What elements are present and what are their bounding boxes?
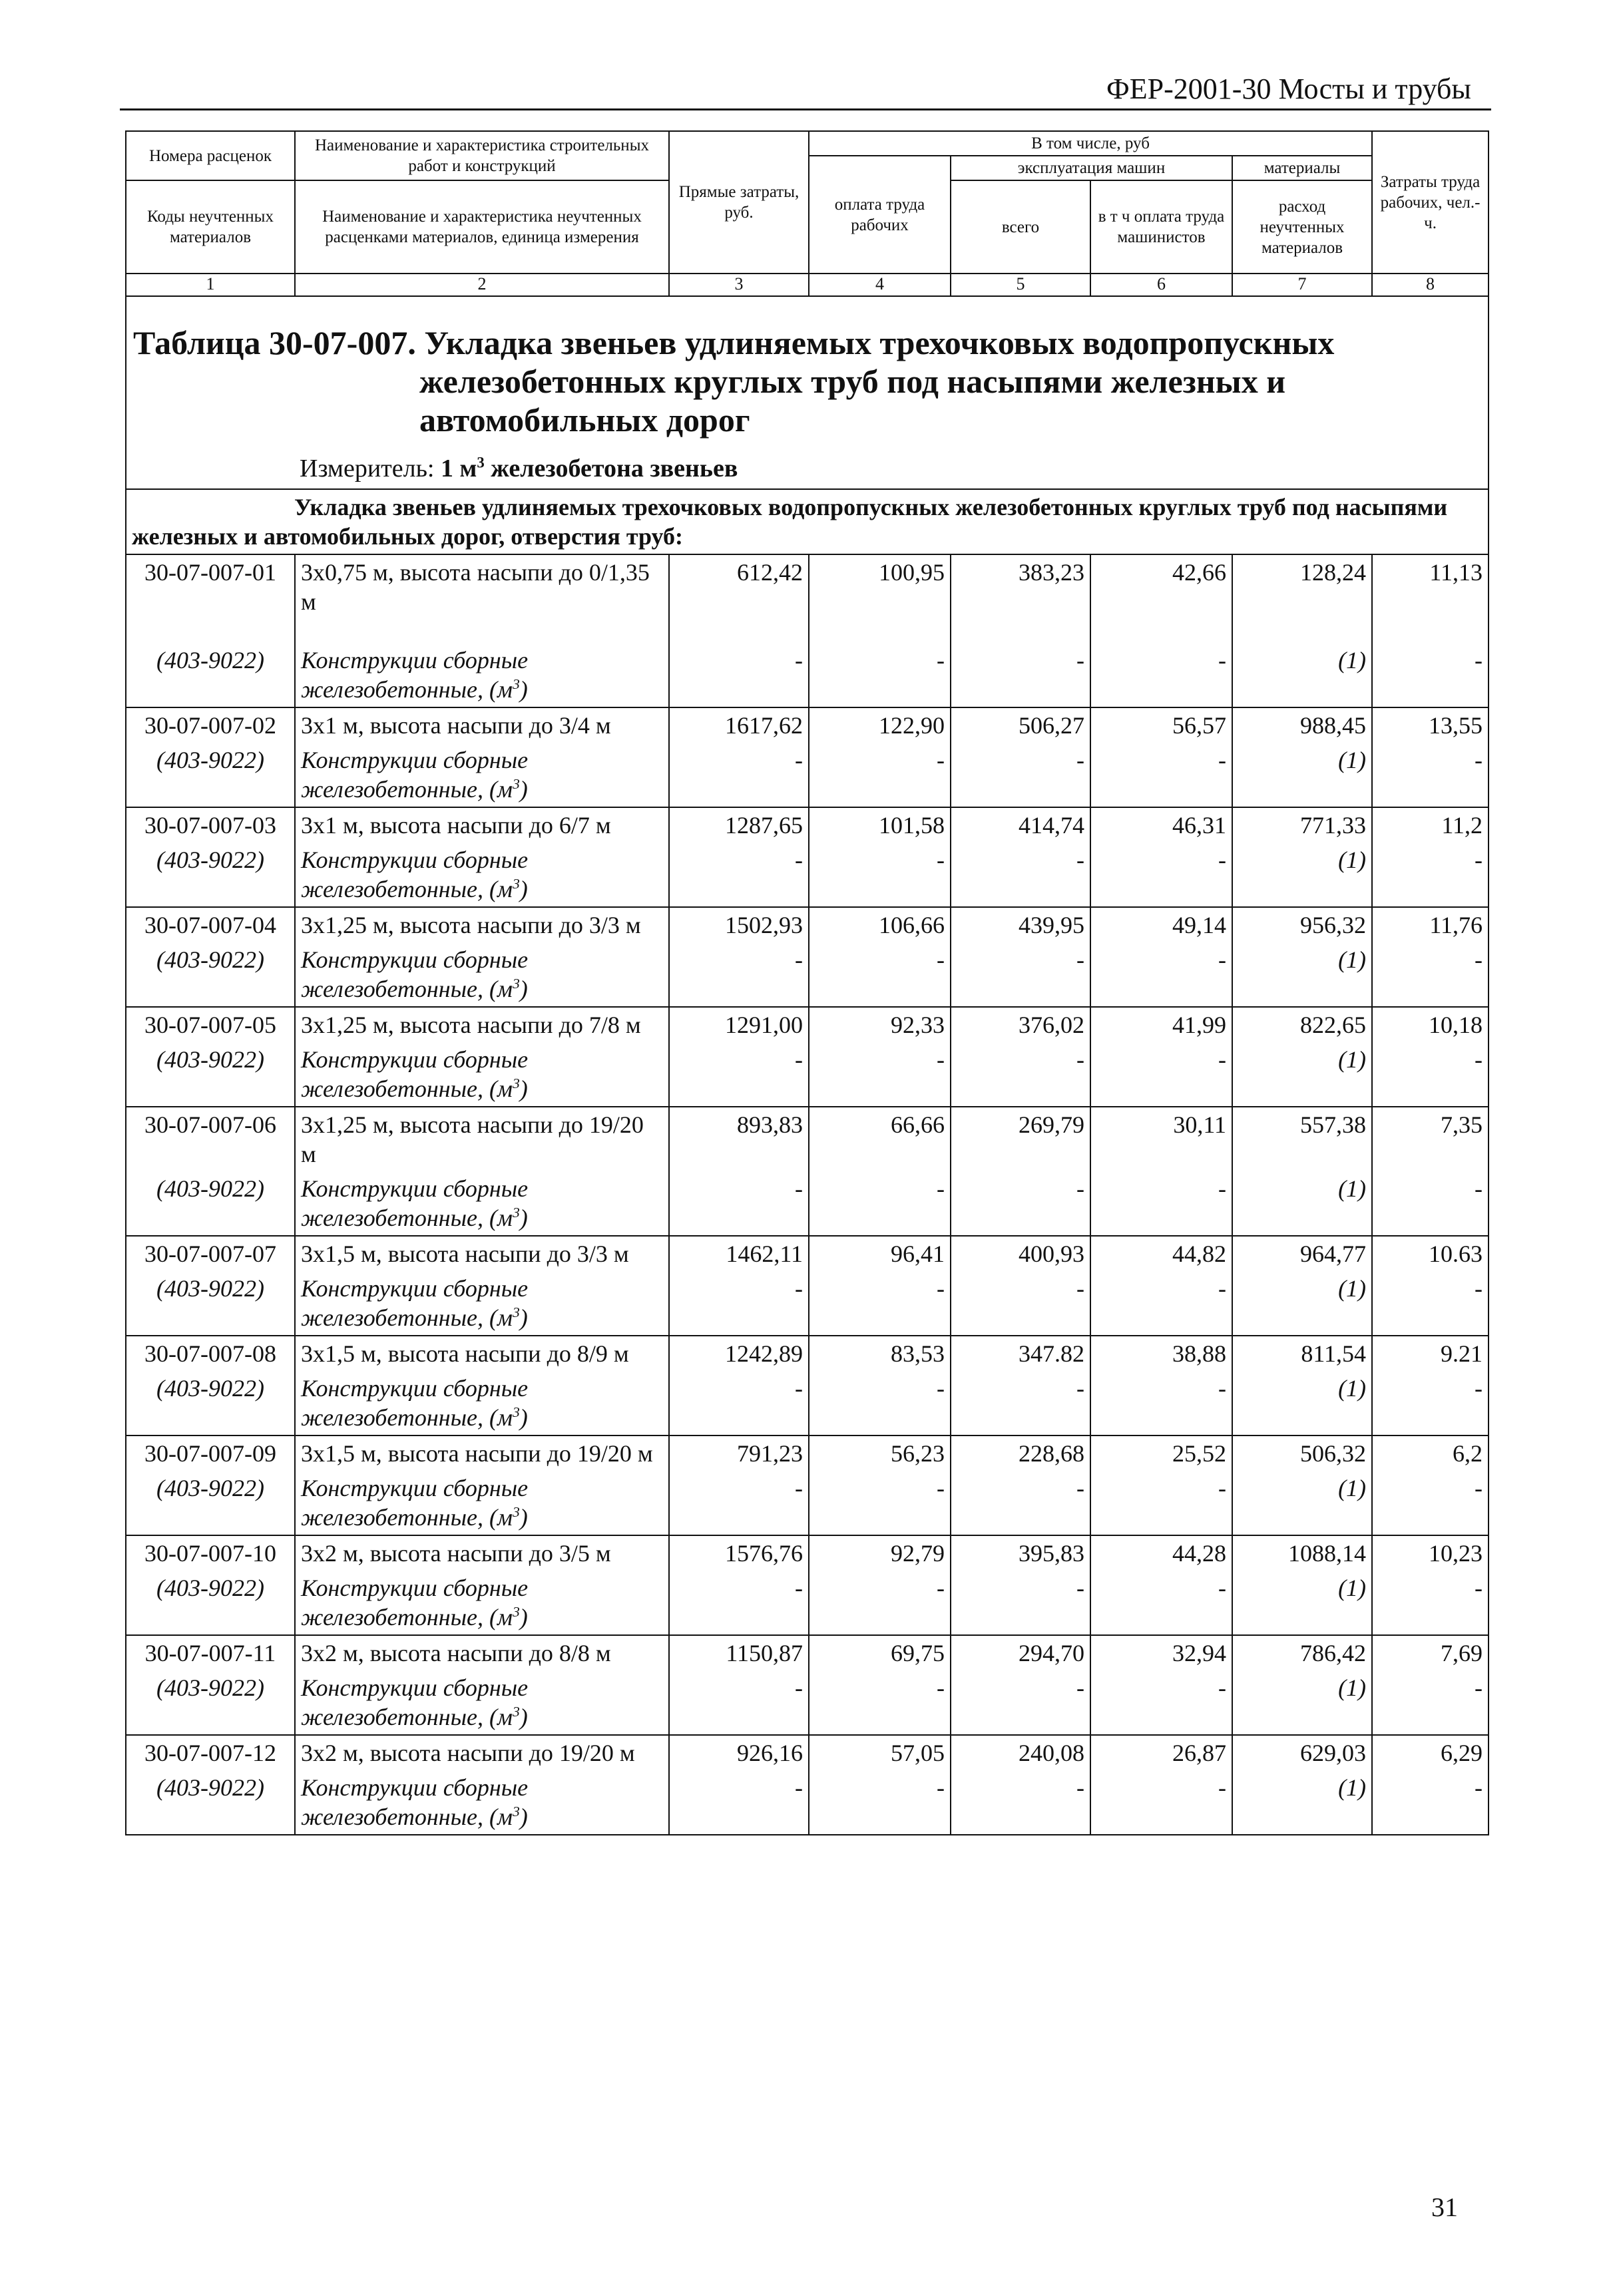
operators-pay: 26,87 xyxy=(1090,1735,1232,1770)
labor-pay: 57,05 xyxy=(809,1735,951,1770)
hdr-machines-total: всего xyxy=(951,180,1090,274)
materials-cost: 506,32 xyxy=(1232,1435,1372,1471)
material-machines: - xyxy=(951,1571,1090,1635)
rate-code: 30-07-007-01 xyxy=(126,554,295,643)
machines-total: 414,74 xyxy=(951,807,1090,843)
material-name xyxy=(295,1371,669,1435)
hdr-index: 5 xyxy=(951,274,1090,296)
rate-row xyxy=(126,1635,1489,1670)
material-code: (403-9022) xyxy=(126,743,295,807)
material-code: (403-9022) xyxy=(126,942,295,1007)
machines-total: 376,02 xyxy=(951,1007,1090,1042)
materials-cost: 822,65 xyxy=(1232,1007,1372,1042)
material-qty: (1) xyxy=(1232,942,1372,1007)
rate-row xyxy=(126,1236,1489,1271)
operators-pay: 32,94 xyxy=(1090,1635,1232,1670)
rate-row xyxy=(126,1007,1489,1042)
material-hours: - xyxy=(1372,1571,1489,1635)
material-labor: - xyxy=(809,1271,951,1336)
labor-pay: 56,23 xyxy=(809,1435,951,1471)
header-row-1 xyxy=(126,131,1489,156)
material-qty: (1) xyxy=(1232,643,1372,707)
machines-total: 269,79 xyxy=(951,1107,1090,1171)
hdr-labor-hours: Затраты труда рабочих, чел.-ч. xyxy=(1372,131,1489,274)
material-operators: - xyxy=(1090,942,1232,1007)
rate-row xyxy=(126,554,1489,643)
material-row xyxy=(126,1271,1489,1336)
material-unit-sup: 3 xyxy=(512,1704,520,1720)
hdr-index: 1 xyxy=(126,274,295,296)
rate-code: 30-07-007-09 xyxy=(126,1435,295,1471)
material-row xyxy=(126,1371,1489,1435)
material-row xyxy=(126,843,1489,907)
labor-pay: 122,90 xyxy=(809,707,951,743)
labor-hours: 11,76 xyxy=(1372,907,1489,942)
rate-row xyxy=(126,1107,1489,1171)
hdr-index: 6 xyxy=(1090,274,1232,296)
materials-cost: 811,54 xyxy=(1232,1336,1372,1371)
direct-costs: 612,42 xyxy=(669,554,809,643)
hdr-index: 8 xyxy=(1372,274,1489,296)
materials-cost: 557,38 xyxy=(1232,1107,1372,1171)
material-code: (403-9022) xyxy=(126,1042,295,1107)
operators-pay: 42,66 xyxy=(1090,554,1232,643)
material-name-text: Конструкции сборные железобетонные, (м xyxy=(301,1375,529,1431)
material-qty: (1) xyxy=(1232,1471,1372,1535)
material-operators: - xyxy=(1090,1371,1232,1435)
labor-hours: 13,55 xyxy=(1372,707,1489,743)
material-machines: - xyxy=(951,743,1090,807)
material-code: (403-9022) xyxy=(126,843,295,907)
material-unit-close: ) xyxy=(519,1404,528,1431)
machines-total: 228,68 xyxy=(951,1435,1090,1471)
material-code: (403-9022) xyxy=(126,1770,295,1835)
operators-pay: 25,52 xyxy=(1090,1435,1232,1471)
rate-code: 30-07-007-11 xyxy=(126,1635,295,1670)
material-direct: - xyxy=(669,1571,809,1635)
labor-hours: 10.63 xyxy=(1372,1236,1489,1271)
rate-code: 30-07-007-05 xyxy=(126,1007,295,1042)
operators-pay: 38,88 xyxy=(1090,1336,1232,1371)
material-labor: - xyxy=(809,643,951,707)
rate-name: 3х2 м, высота насыпи до 19/20 м xyxy=(295,1735,669,1770)
operators-pay: 30,11 xyxy=(1090,1107,1232,1171)
material-labor: - xyxy=(809,1371,951,1435)
hdr-machines: эксплуатация машин xyxy=(951,156,1232,180)
machines-total: 294,70 xyxy=(951,1635,1090,1670)
material-name-text: Конструкции сборные железобетонные, (м xyxy=(301,1475,529,1531)
material-machines: - xyxy=(951,1471,1090,1535)
material-hours: - xyxy=(1372,843,1489,907)
rate-name: 3х1,5 м, высота насыпи до 19/20 м xyxy=(295,1435,669,1471)
labor-pay: 83,53 xyxy=(809,1336,951,1371)
material-labor: - xyxy=(809,1571,951,1635)
rate-name: 3х1 м, высота насыпи до 6/7 м xyxy=(295,807,669,843)
direct-costs: 1287,65 xyxy=(669,807,809,843)
material-name xyxy=(295,1571,669,1635)
material-qty: (1) xyxy=(1232,1670,1372,1735)
hdr-labor-pay: оплата труда рабочих xyxy=(809,156,951,274)
material-row xyxy=(126,1471,1489,1535)
section-row xyxy=(126,489,1489,554)
material-hours: - xyxy=(1372,1371,1489,1435)
material-hours: - xyxy=(1372,1271,1489,1336)
material-operators: - xyxy=(1090,1670,1232,1735)
material-row xyxy=(126,1171,1489,1236)
rate-row xyxy=(126,1535,1489,1571)
material-code: (403-9022) xyxy=(126,1371,295,1435)
machines-total: 347.82 xyxy=(951,1336,1090,1371)
material-labor: - xyxy=(809,942,951,1007)
material-labor: - xyxy=(809,1171,951,1236)
rate-row xyxy=(126,807,1489,843)
material-machines: - xyxy=(951,1371,1090,1435)
labor-pay: 100,95 xyxy=(809,554,951,643)
material-hours: - xyxy=(1372,1670,1489,1735)
material-code: (403-9022) xyxy=(126,1471,295,1535)
material-row xyxy=(126,743,1489,807)
rate-code: 30-07-007-02 xyxy=(126,707,295,743)
material-direct: - xyxy=(669,1271,809,1336)
material-unit-sup: 3 xyxy=(512,1075,520,1091)
material-operators: - xyxy=(1090,1171,1232,1236)
material-hours: - xyxy=(1372,1171,1489,1236)
direct-costs: 1576,76 xyxy=(669,1535,809,1571)
rate-row xyxy=(126,1435,1489,1471)
material-row xyxy=(126,942,1489,1007)
labor-hours: 6,29 xyxy=(1372,1735,1489,1770)
material-direct: - xyxy=(669,1471,809,1535)
material-name xyxy=(295,942,669,1007)
table-title xyxy=(133,323,1481,439)
material-unit-close: ) xyxy=(519,1804,528,1830)
material-row xyxy=(126,1770,1489,1835)
hdr-index: 2 xyxy=(295,274,669,296)
material-qty: (1) xyxy=(1232,843,1372,907)
material-code: (403-9022) xyxy=(126,1171,295,1236)
material-unit-close: ) xyxy=(519,1704,528,1730)
labor-hours: 11,2 xyxy=(1372,807,1489,843)
rate-name: 3х1,5 м, высота насыпи до 3/3 м xyxy=(295,1236,669,1271)
table-title-line: автомобильных дорог xyxy=(419,401,750,439)
operators-pay: 56,57 xyxy=(1090,707,1232,743)
materials-cost: 771,33 xyxy=(1232,807,1372,843)
material-code: (403-9022) xyxy=(126,1670,295,1735)
hdr-direct-costs: Прямые затраты, руб. xyxy=(669,131,809,274)
machines-total: 439,95 xyxy=(951,907,1090,942)
material-name xyxy=(295,1171,669,1236)
page-number: 31 xyxy=(1431,2192,1458,2222)
material-hours: - xyxy=(1372,942,1489,1007)
direct-costs: 893,83 xyxy=(669,1107,809,1171)
material-unit-sup: 3 xyxy=(512,1804,520,1819)
material-operators: - xyxy=(1090,1271,1232,1336)
labor-hours: 9.21 xyxy=(1372,1336,1489,1371)
material-name xyxy=(295,1471,669,1535)
material-unit-close: ) xyxy=(519,1504,528,1531)
hdr-including: В том числе, руб xyxy=(809,131,1372,156)
material-labor: - xyxy=(809,843,951,907)
hdr-operators-pay: в т ч оплата труда машинистов xyxy=(1090,180,1232,274)
material-unit-close: ) xyxy=(519,1304,528,1331)
material-name-text: Конструкции сборные железобетонные, (м xyxy=(301,1275,529,1331)
material-labor: - xyxy=(809,1042,951,1107)
materials-cost: 956,32 xyxy=(1232,907,1372,942)
material-labor: - xyxy=(809,743,951,807)
material-qty: (1) xyxy=(1232,1371,1372,1435)
machines-total: 506,27 xyxy=(951,707,1090,743)
hdr-materials: материалы xyxy=(1232,156,1372,180)
material-name-text: Конструкции сборные железобетонные, (м xyxy=(301,1175,529,1231)
material-name xyxy=(295,1271,669,1336)
machines-total: 383,23 xyxy=(951,554,1090,643)
material-direct: - xyxy=(669,643,809,707)
material-name xyxy=(295,1042,669,1107)
material-hours: - xyxy=(1372,743,1489,807)
material-name xyxy=(295,1770,669,1835)
material-direct: - xyxy=(669,1670,809,1735)
material-hours: - xyxy=(1372,643,1489,707)
operators-pay: 44,28 xyxy=(1090,1535,1232,1571)
material-unit-sup: 3 xyxy=(512,1604,520,1620)
material-machines: - xyxy=(951,1271,1090,1336)
operators-pay: 44,82 xyxy=(1090,1236,1232,1271)
rate-name: 3х2 м, высота насыпи до 3/5 м xyxy=(295,1535,669,1571)
labor-pay: 96,41 xyxy=(809,1236,951,1271)
material-unit-close: ) xyxy=(519,976,528,1002)
rate-row xyxy=(126,707,1489,743)
material-name-text: Конструкции сборные железобетонные, (м xyxy=(301,1046,529,1102)
rate-name: 3х1,25 м, высота насыпи до 7/8 м xyxy=(295,1007,669,1042)
material-operators: - xyxy=(1090,1571,1232,1635)
material-name-text: Конструкции сборные железобетонные, (м xyxy=(301,1674,529,1730)
materials-cost: 988,45 xyxy=(1232,707,1372,743)
material-direct: - xyxy=(669,1770,809,1835)
rate-name: 3х1,25 м, высота насыпи до 3/3 м xyxy=(295,907,669,942)
material-unit-close: ) xyxy=(519,876,528,902)
meter-sup: 3 xyxy=(477,454,485,471)
labor-hours: 6,2 xyxy=(1372,1435,1489,1471)
rate-row xyxy=(126,1735,1489,1770)
material-qty: (1) xyxy=(1232,1770,1372,1835)
material-qty: (1) xyxy=(1232,1571,1372,1635)
hdr-material-name: Наименование и характеристика неучтенных расценками материалов, единица измерения xyxy=(295,180,669,274)
rate-row xyxy=(126,907,1489,942)
material-row xyxy=(126,1571,1489,1635)
material-unit-close: ) xyxy=(519,1604,528,1630)
labor-hours: 10,18 xyxy=(1372,1007,1489,1042)
rate-code: 30-07-007-07 xyxy=(126,1236,295,1271)
material-operators: - xyxy=(1090,843,1232,907)
rate-code: 30-07-007-03 xyxy=(126,807,295,843)
materials-cost: 786,42 xyxy=(1232,1635,1372,1670)
rate-name: 3х1,5 м, высота насыпи до 8/9 м xyxy=(295,1336,669,1371)
material-name-text: Конструкции сборные железобетонные, (м xyxy=(301,1774,529,1830)
hdr-materials-qty: расход неучтенных материалов xyxy=(1232,180,1372,274)
material-labor: - xyxy=(809,1670,951,1735)
material-unit-sup: 3 xyxy=(512,876,520,892)
material-unit-sup: 3 xyxy=(512,1404,520,1420)
labor-pay: 101,58 xyxy=(809,807,951,843)
material-qty: (1) xyxy=(1232,743,1372,807)
labor-hours: 7,69 xyxy=(1372,1635,1489,1670)
hdr-index: 7 xyxy=(1232,274,1372,296)
rate-code: 30-07-007-08 xyxy=(126,1336,295,1371)
rate-code: 30-07-007-12 xyxy=(126,1735,295,1770)
material-labor: - xyxy=(809,1471,951,1535)
material-row xyxy=(126,643,1489,707)
material-unit-sup: 3 xyxy=(512,1205,520,1221)
materials-cost: 629,03 xyxy=(1232,1735,1372,1770)
material-direct: - xyxy=(669,1371,809,1435)
material-name-text: Конструкции сборные железобетонные, (м xyxy=(301,747,529,803)
machines-total: 240,08 xyxy=(951,1735,1090,1770)
table-meter xyxy=(133,454,1481,483)
material-qty: (1) xyxy=(1232,1171,1372,1236)
labor-pay: 92,33 xyxy=(809,1007,951,1042)
material-unit-close: ) xyxy=(519,1075,528,1102)
material-row xyxy=(126,1042,1489,1107)
direct-costs: 1617,62 xyxy=(669,707,809,743)
hdr-material-codes: Коды неучтенных материалов xyxy=(126,180,295,274)
material-operators: - xyxy=(1090,643,1232,707)
material-operators: - xyxy=(1090,1770,1232,1835)
material-unit-sup: 3 xyxy=(512,1504,520,1520)
hdr-index: 4 xyxy=(809,274,951,296)
rate-row xyxy=(126,1336,1489,1371)
hdr-work-name: Наименование и характеристика строительных работ и конструкций xyxy=(295,131,669,180)
material-machines: - xyxy=(951,1770,1090,1835)
material-operators: - xyxy=(1090,743,1232,807)
operators-pay: 41,99 xyxy=(1090,1007,1232,1042)
material-direct: - xyxy=(669,1171,809,1236)
table-title-cell xyxy=(126,296,1489,489)
material-unit-sup: 3 xyxy=(512,776,520,792)
page-header-text: ФЕР-2001-30 Мосты и трубы xyxy=(1106,73,1471,105)
direct-costs: 1150,87 xyxy=(669,1635,809,1670)
material-code: (403-9022) xyxy=(126,643,295,707)
direct-costs: 1291,00 xyxy=(669,1007,809,1042)
material-code: (403-9022) xyxy=(126,1571,295,1635)
material-row xyxy=(126,1670,1489,1735)
header-index-row xyxy=(126,274,1489,296)
operators-pay: 49,14 xyxy=(1090,907,1232,942)
material-operators: - xyxy=(1090,1471,1232,1535)
labor-hours: 10,23 xyxy=(1372,1535,1489,1571)
rate-code: 30-07-007-10 xyxy=(126,1535,295,1571)
rate-name: 3х0,75 м, высота насыпи до 0/1,35 м xyxy=(295,554,669,643)
material-name-text: Конструкции сборные железобетонные, (м xyxy=(301,946,529,1002)
material-machines: - xyxy=(951,1042,1090,1107)
material-name xyxy=(295,643,669,707)
material-unit-close: ) xyxy=(519,1205,528,1231)
material-machines: - xyxy=(951,1171,1090,1236)
material-direct: - xyxy=(669,743,809,807)
table-title-row xyxy=(126,296,1489,489)
meter-value: 1 м xyxy=(441,455,477,482)
material-qty: (1) xyxy=(1232,1271,1372,1336)
material-name-text: Конструкции сборные железобетонные, (м xyxy=(301,647,529,703)
page-header xyxy=(120,70,1491,110)
material-code: (403-9022) xyxy=(126,1271,295,1336)
rate-name: 3х1 м, высота насыпи до 3/4 м xyxy=(295,707,669,743)
material-name-text: Конструкции сборные железобетонные, (м xyxy=(301,847,529,902)
meter-label: Измеритель: xyxy=(300,455,441,482)
direct-costs: 1462,11 xyxy=(669,1236,809,1271)
materials-cost: 1088,14 xyxy=(1232,1535,1372,1571)
material-name xyxy=(295,1670,669,1735)
material-hours: - xyxy=(1372,1471,1489,1535)
machines-total: 400,93 xyxy=(951,1236,1090,1271)
material-machines: - xyxy=(951,1670,1090,1735)
material-direct: - xyxy=(669,942,809,1007)
hdr-index: 3 xyxy=(669,274,809,296)
operators-pay: 46,31 xyxy=(1090,807,1232,843)
table-title-line: Таблица 30-07-007. Укладка звеньев удлиняемых трехочковых водопропускных xyxy=(133,324,1335,361)
material-name xyxy=(295,743,669,807)
direct-costs: 791,23 xyxy=(669,1435,809,1471)
meter-rest: железобетона звеньев xyxy=(484,455,738,482)
direct-costs: 1502,93 xyxy=(669,907,809,942)
section-title: Укладка звеньев удлиняемых трехочковых водопропускных железобетонных круглых труб под насыпями железных и автомобильных дорог, отверстия труб: xyxy=(126,489,1489,554)
material-operators: - xyxy=(1090,1042,1232,1107)
material-unit-close: ) xyxy=(519,676,528,703)
machines-total: 395,83 xyxy=(951,1535,1090,1571)
material-hours: - xyxy=(1372,1770,1489,1835)
material-direct: - xyxy=(669,843,809,907)
table-title-line: железобетонных круглых труб под насыпями железных и xyxy=(419,363,1286,400)
material-machines: - xyxy=(951,843,1090,907)
labor-hours: 11,13 xyxy=(1372,554,1489,643)
rates-table xyxy=(125,130,1489,1835)
material-unit-sup: 3 xyxy=(512,676,520,692)
labor-pay: 66,66 xyxy=(809,1107,951,1171)
rate-code: 30-07-007-06 xyxy=(126,1107,295,1171)
material-machines: - xyxy=(951,942,1090,1007)
labor-pay: 69,75 xyxy=(809,1635,951,1670)
material-machines: - xyxy=(951,643,1090,707)
labor-pay: 92,79 xyxy=(809,1535,951,1571)
material-unit-sup: 3 xyxy=(512,976,520,992)
labor-hours: 7,35 xyxy=(1372,1107,1489,1171)
materials-cost: 128,24 xyxy=(1232,554,1372,643)
material-qty: (1) xyxy=(1232,1042,1372,1107)
material-hours: - xyxy=(1372,1042,1489,1107)
labor-pay: 106,66 xyxy=(809,907,951,942)
material-unit-sup: 3 xyxy=(512,1304,520,1320)
rate-name: 3х2 м, высота насыпи до 8/8 м xyxy=(295,1635,669,1670)
direct-costs: 926,16 xyxy=(669,1735,809,1770)
rate-name: 3х1,25 м, высота насыпи до 19/20 м xyxy=(295,1107,669,1171)
rate-code: 30-07-007-04 xyxy=(126,907,295,942)
material-name xyxy=(295,843,669,907)
material-direct: - xyxy=(669,1042,809,1107)
material-unit-close: ) xyxy=(519,776,528,803)
materials-cost: 964,77 xyxy=(1232,1236,1372,1271)
material-name-text: Конструкции сборные железобетонные, (м xyxy=(301,1575,529,1630)
direct-costs: 1242,89 xyxy=(669,1336,809,1371)
hdr-rate-number: Номера расценок xyxy=(126,131,295,180)
material-labor: - xyxy=(809,1770,951,1835)
